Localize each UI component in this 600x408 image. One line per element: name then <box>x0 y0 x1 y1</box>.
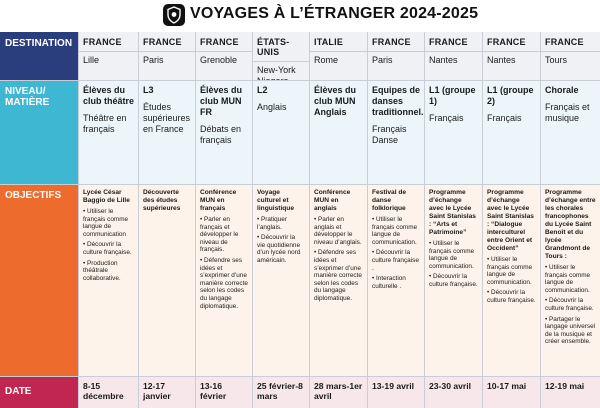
obj-bullet: • Découvrir la culture française. <box>487 289 536 304</box>
level-header: NIVEAU/ MATIÈRE <box>0 80 78 184</box>
obj-bullet: • Découvrir la culture française. <box>545 297 594 312</box>
date-cell <box>424 376 482 408</box>
city: Nantes <box>487 55 516 65</box>
country: FRANCE <box>83 37 122 47</box>
subject: Études supérieures en France <box>143 102 191 134</box>
level-cell <box>367 80 424 184</box>
row-divider <box>0 80 600 81</box>
level: L2 <box>257 85 268 95</box>
obj-title: Voyage culturel et linguistique <box>257 189 294 212</box>
subject: Théâtre en français <box>83 113 127 134</box>
country: ÉTATS-UNIS <box>257 37 290 57</box>
date: 13-19 avril <box>372 381 415 391</box>
city: Tours <box>545 55 568 65</box>
city: New-York <box>257 65 296 75</box>
dest-cell <box>424 32 482 80</box>
city: Nantes <box>429 55 458 65</box>
destination-row <box>0 32 600 80</box>
city: Grenoble <box>200 55 238 65</box>
obj-bullet: • Production théâtrale collaborative. <box>83 259 121 282</box>
obj-bullet: • Utiliser le français comme langue de communication. <box>372 216 418 246</box>
obj-cell <box>424 184 482 376</box>
obj-cell <box>195 184 252 376</box>
dest-cell <box>367 32 424 80</box>
level: L3 <box>143 85 154 95</box>
country: FRANCE <box>487 37 526 47</box>
trips-table <box>0 32 600 408</box>
obj-title: Programme d’échange avec le Lycée Saint Stanislas : “Dialogue interculturel entre Orient et Occident” <box>487 189 534 252</box>
date-cell <box>252 376 309 408</box>
dest-cell <box>138 32 195 80</box>
city: Paris <box>143 55 164 65</box>
obj-bullet: • Parler en anglais et développer le niveau d’anglais. <box>314 216 362 246</box>
date: 23-30 avril <box>429 381 472 391</box>
dest-cell <box>482 32 540 80</box>
date-cell <box>367 376 424 408</box>
obj-bullet: • Utiliser le français comme langue de communication. <box>429 240 475 270</box>
level: Chorale <box>545 85 579 95</box>
objectives-header: OBJECTIFS <box>0 184 78 376</box>
obj-bullet: • Découvrir la culture française. <box>83 241 132 256</box>
level-cell <box>252 80 309 184</box>
level: Equipes de danses traditionnel. <box>372 85 424 117</box>
obj-bullet: • Pratiquer l’anglais. <box>257 216 287 231</box>
destination-header: DESTINATION <box>0 32 78 80</box>
date: 12-17 janvier <box>143 381 171 401</box>
level-cell <box>424 80 482 184</box>
row-divider <box>0 184 600 185</box>
level-cell <box>195 80 252 184</box>
level: Élèves du club MUN FR <box>200 85 243 117</box>
school-logo-icon <box>163 4 185 26</box>
country: FRANCE <box>429 37 468 47</box>
subject: Français <box>429 113 464 123</box>
city: Rome <box>314 55 339 65</box>
subject: Débats en français <box>200 124 242 145</box>
obj-bullet: • Partager le langage universel de la musique et créer ensemble. <box>545 315 596 346</box>
level-cell <box>482 80 540 184</box>
level: Élèves du club MUN Anglais <box>314 85 357 117</box>
obj-bullet: • Découvrir la culture française . <box>372 249 419 272</box>
obj-bullet: • Découvrir la vie quotidienne d’un lycée nord américain. <box>257 234 301 264</box>
obj-title: Conférence MUN en français <box>200 189 237 212</box>
date-cell <box>482 376 540 408</box>
date-cell <box>138 376 195 408</box>
obj-cell <box>367 184 424 376</box>
date: 13-16 février <box>200 381 227 401</box>
dest-cell <box>195 32 252 80</box>
level-row <box>0 80 600 184</box>
obj-title: Conférence MUN en anglais <box>314 189 351 212</box>
obj-bullet: • Défendre ses idées et s’exprimer d’une manière correcte selon les codes du langage diplomatique. <box>314 249 362 302</box>
subject: Français et musique <box>545 102 590 123</box>
obj-bullet: • Découvrir la culture française. <box>429 273 478 288</box>
level-cell <box>540 80 600 184</box>
obj-title: Découverte des études supérieures <box>143 189 181 212</box>
obj-title: Programme d’échange entre les chorales francophones du Lycée Saint Benoît et du lycée Grandmont de Tours : <box>545 189 596 260</box>
row-divider <box>0 376 600 377</box>
obj-title: Programme d’échange avec le Lycée Saint Stanislas : “Arts et Patrimoine” <box>429 189 476 236</box>
obj-bullet: • Utiliser le français comme langue de communication. <box>487 256 533 286</box>
obj-cell <box>252 184 309 376</box>
obj-bullet: • Utiliser le français comme langue de communication <box>83 208 129 238</box>
city: Lille <box>83 55 100 65</box>
dest-cell <box>78 32 138 80</box>
date-cell <box>78 376 138 408</box>
country: ITALIE <box>314 37 344 47</box>
date: 25 février-8 mars <box>257 381 303 401</box>
date-cell <box>309 376 367 408</box>
level: Élèves du club théâtre <box>83 85 135 106</box>
date: 28 mars-1er avril <box>314 381 363 401</box>
country: FRANCE <box>545 37 584 47</box>
level-cell <box>138 80 195 184</box>
objectives-row <box>0 184 600 376</box>
date: 10-17 mai <box>487 381 527 391</box>
dest-cell <box>540 32 600 80</box>
date: 12-19 mai <box>545 381 585 391</box>
obj-title: Festival de danse folklorique <box>372 189 407 212</box>
country: FRANCE <box>143 37 182 47</box>
obj-bullet: • Défendre ses idées et s’exprimer d’une manière correcte selon les codes du langage diplomatique. <box>200 256 248 310</box>
date-cell <box>195 376 252 408</box>
obj-cell <box>482 184 540 376</box>
dest-cell <box>309 32 367 80</box>
obj-cell <box>138 184 195 376</box>
obj-bullet: • Utiliser le français comme langue de communication. <box>545 264 591 294</box>
dest-cell <box>252 32 309 80</box>
city: Paris <box>372 55 393 65</box>
obj-cell <box>309 184 367 376</box>
date-header: DATE <box>0 376 78 408</box>
date-cell <box>540 376 600 408</box>
country: FRANCE <box>372 37 411 47</box>
page-title: VOYAGES À L’ÉTRANGER 2024-2025 <box>190 5 479 22</box>
subject: Français <box>487 113 522 123</box>
level: L1 (groupe 1) <box>429 85 476 106</box>
level: L1 (groupe 2) <box>487 85 534 106</box>
obj-bullet: • Interaction culturelle . <box>372 275 406 290</box>
obj-bullet: • Parler en français et développer le niveau de français. <box>200 216 239 254</box>
date-row <box>0 376 600 408</box>
title-bar <box>0 0 600 32</box>
date: 8-15 décembre <box>83 381 124 401</box>
obj-cell <box>540 184 600 376</box>
level-cell <box>78 80 138 184</box>
obj-title: Lycée César Baggio de Lille <box>83 189 130 204</box>
country: FRANCE <box>200 37 239 47</box>
subject: Anglais <box>257 102 287 112</box>
subject: Français Danse <box>372 124 407 145</box>
obj-cell <box>78 184 138 376</box>
level-cell <box>309 80 367 184</box>
